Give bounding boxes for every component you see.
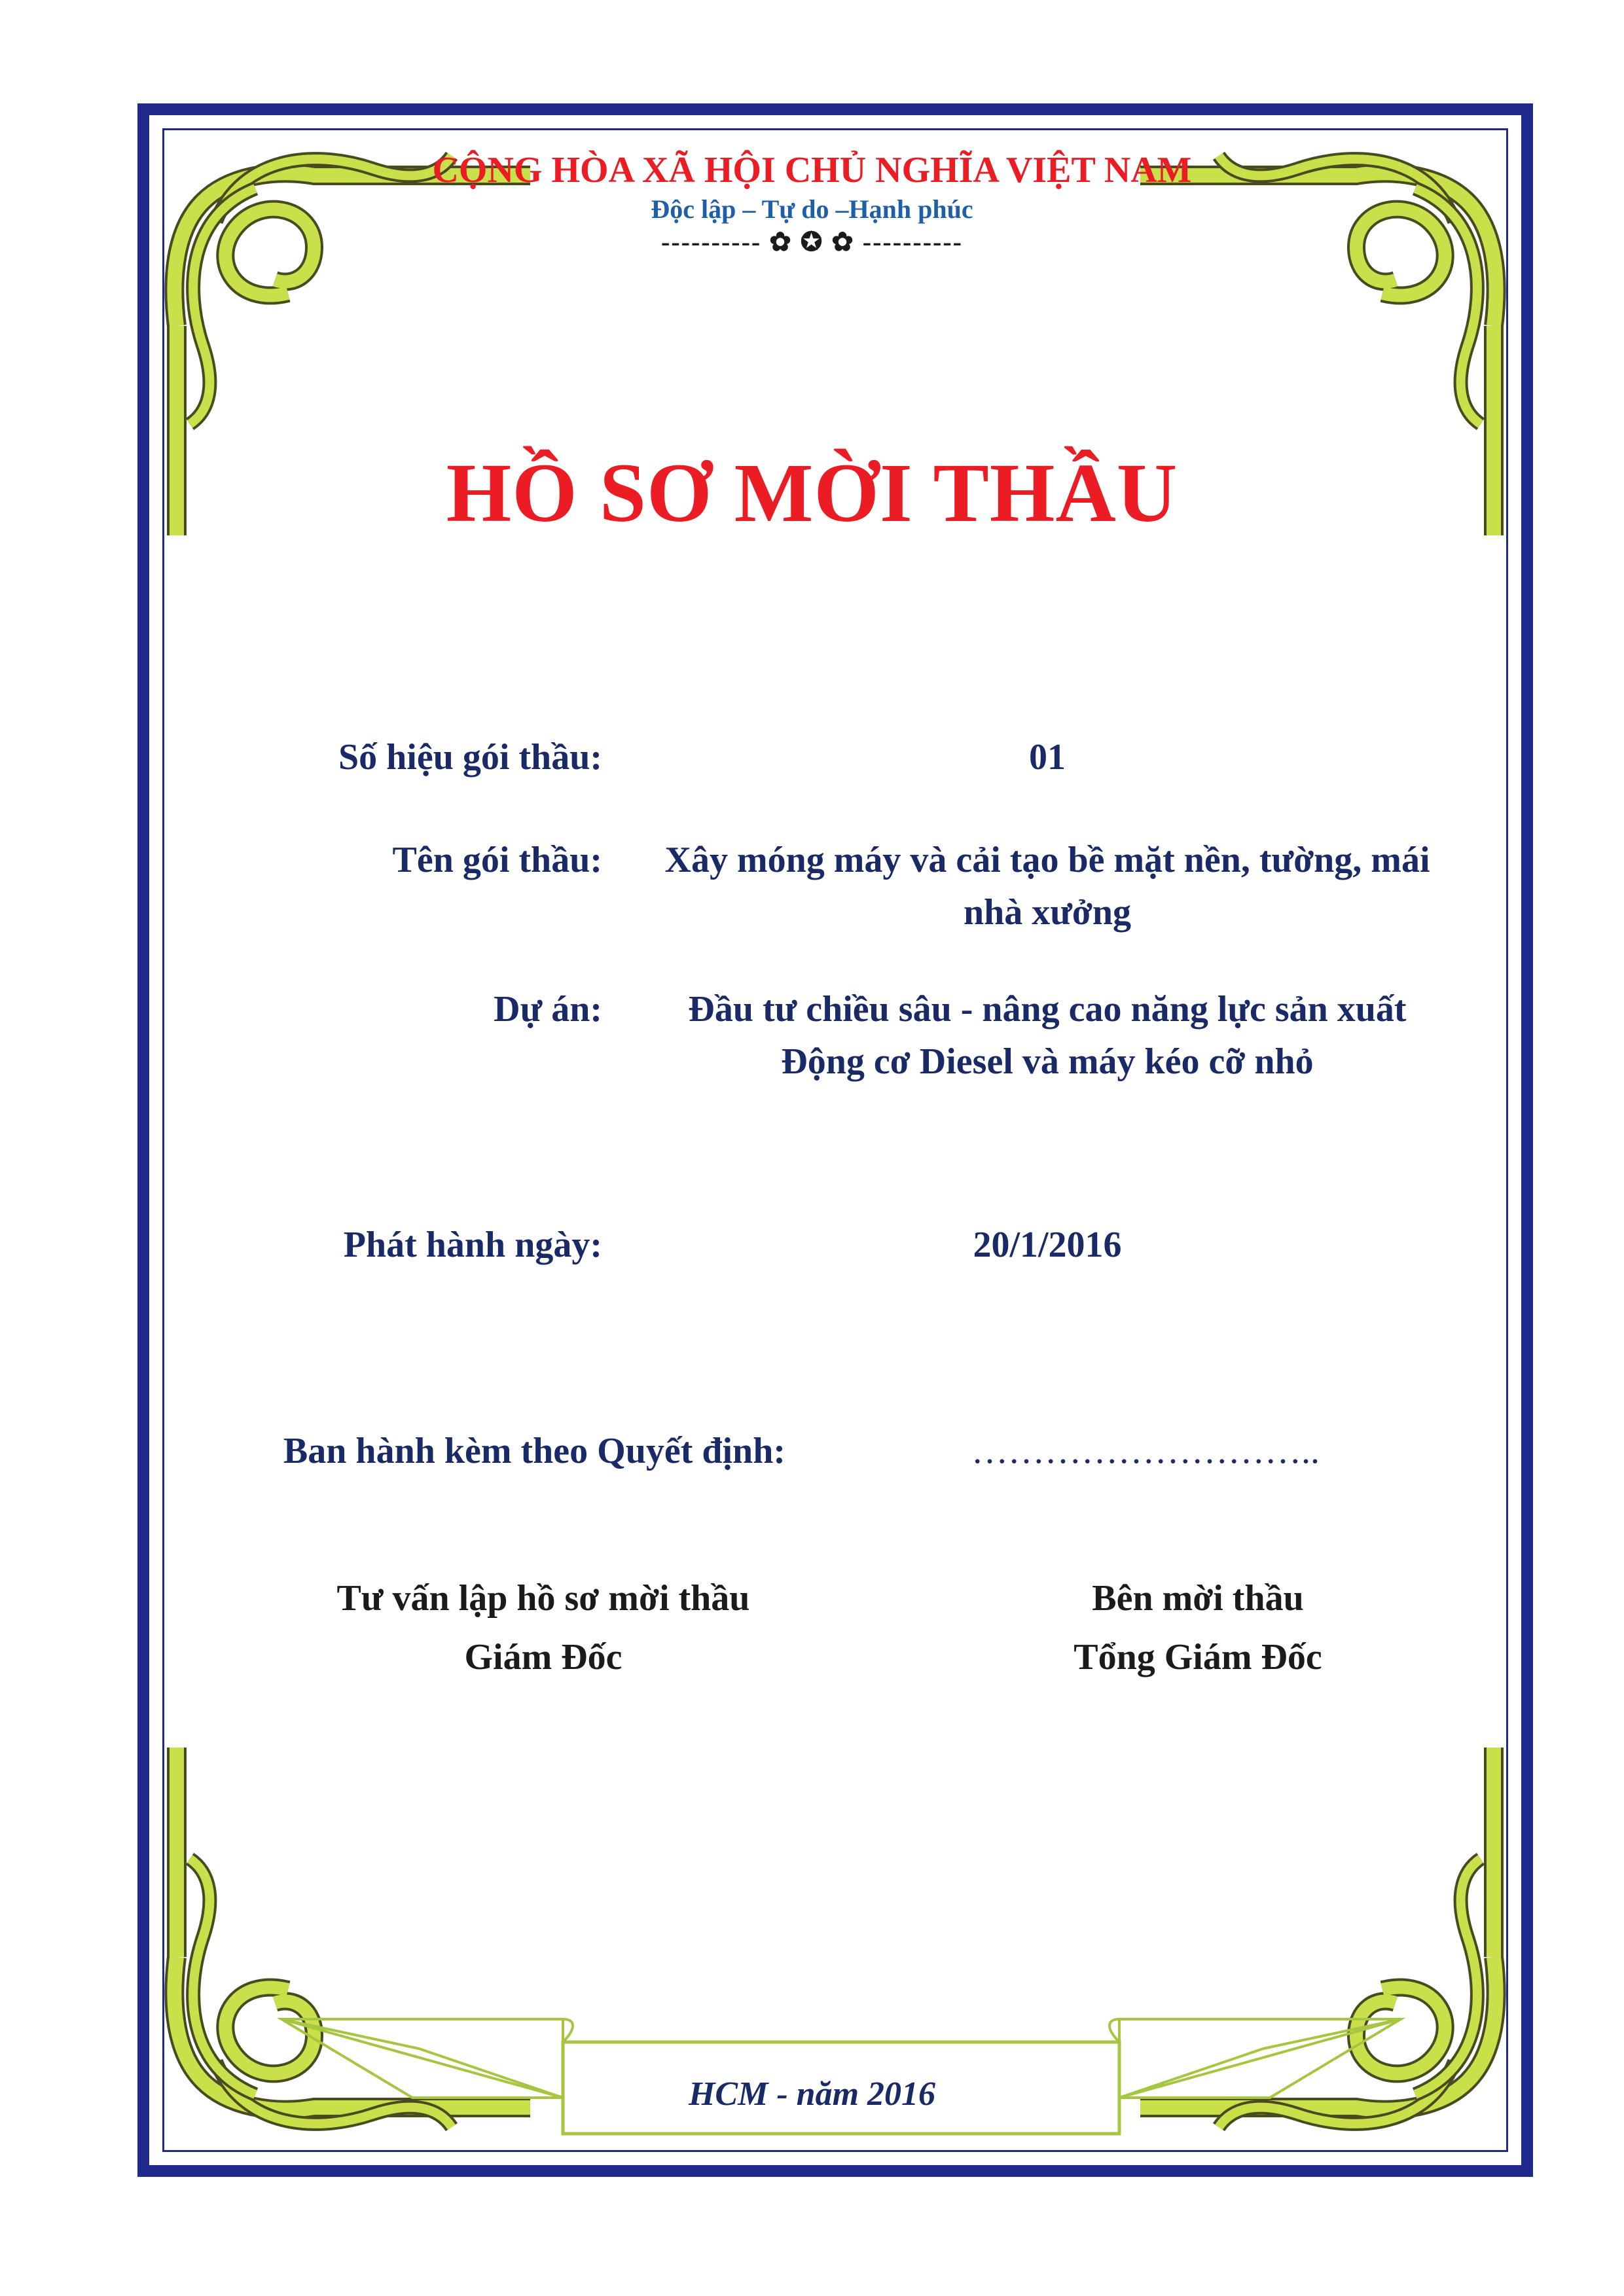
issue-date-label: Phát hành ngày: [343, 1225, 602, 1265]
decision-label: Ban hành kèm theo Quyết định: [283, 1431, 785, 1471]
inviter-signature-title: Tổng Giám Đốc [1074, 1637, 1322, 1677]
project-label: Dự án: [494, 989, 602, 1030]
package-number-value: 01 [1029, 737, 1066, 778]
nation-heading: CỘNG HÒA XÃ HỘI CHỦ NGHĨA VIỆT NAM [432, 150, 1192, 190]
package-name-value-line1: Xây móng máy và cải tạo bề mặt nền, tường, mái [664, 840, 1430, 880]
ornamental-separator: ---------- ✿ ✪ ✿ ---------- [661, 227, 963, 257]
issue-date-value: 20/1/2016 [973, 1225, 1122, 1265]
decision-value: ……………………….. [971, 1431, 1320, 1471]
inviter-signature-role: Bên mời thầu [1092, 1578, 1304, 1619]
package-number-label: Số hiệu gói thầu: [338, 737, 602, 778]
ornament-bottom-left [174, 1748, 530, 2127]
document-title: HỒ SƠ MỜI THẦU [446, 446, 1178, 539]
consultant-signature-title: Giám Đốc [464, 1637, 623, 1677]
national-motto: Độc lập – Tự do –Hạnh phúc [651, 194, 973, 224]
package-name-value-line2: nhà xưởng [963, 892, 1132, 933]
project-value-line1: Đầu tư chiều sâu - nâng cao năng lực sản xuất [688, 989, 1407, 1030]
consultant-signature-role: Tư vấn lập hồ sơ mời thầu [336, 1578, 750, 1619]
project-value-line2: Động cơ Diesel và máy kéo cỡ nhỏ [781, 1041, 1314, 1082]
package-name-label: Tên gói thầu: [392, 840, 602, 880]
footer-place-year: HCM - năm 2016 [688, 2075, 936, 2113]
